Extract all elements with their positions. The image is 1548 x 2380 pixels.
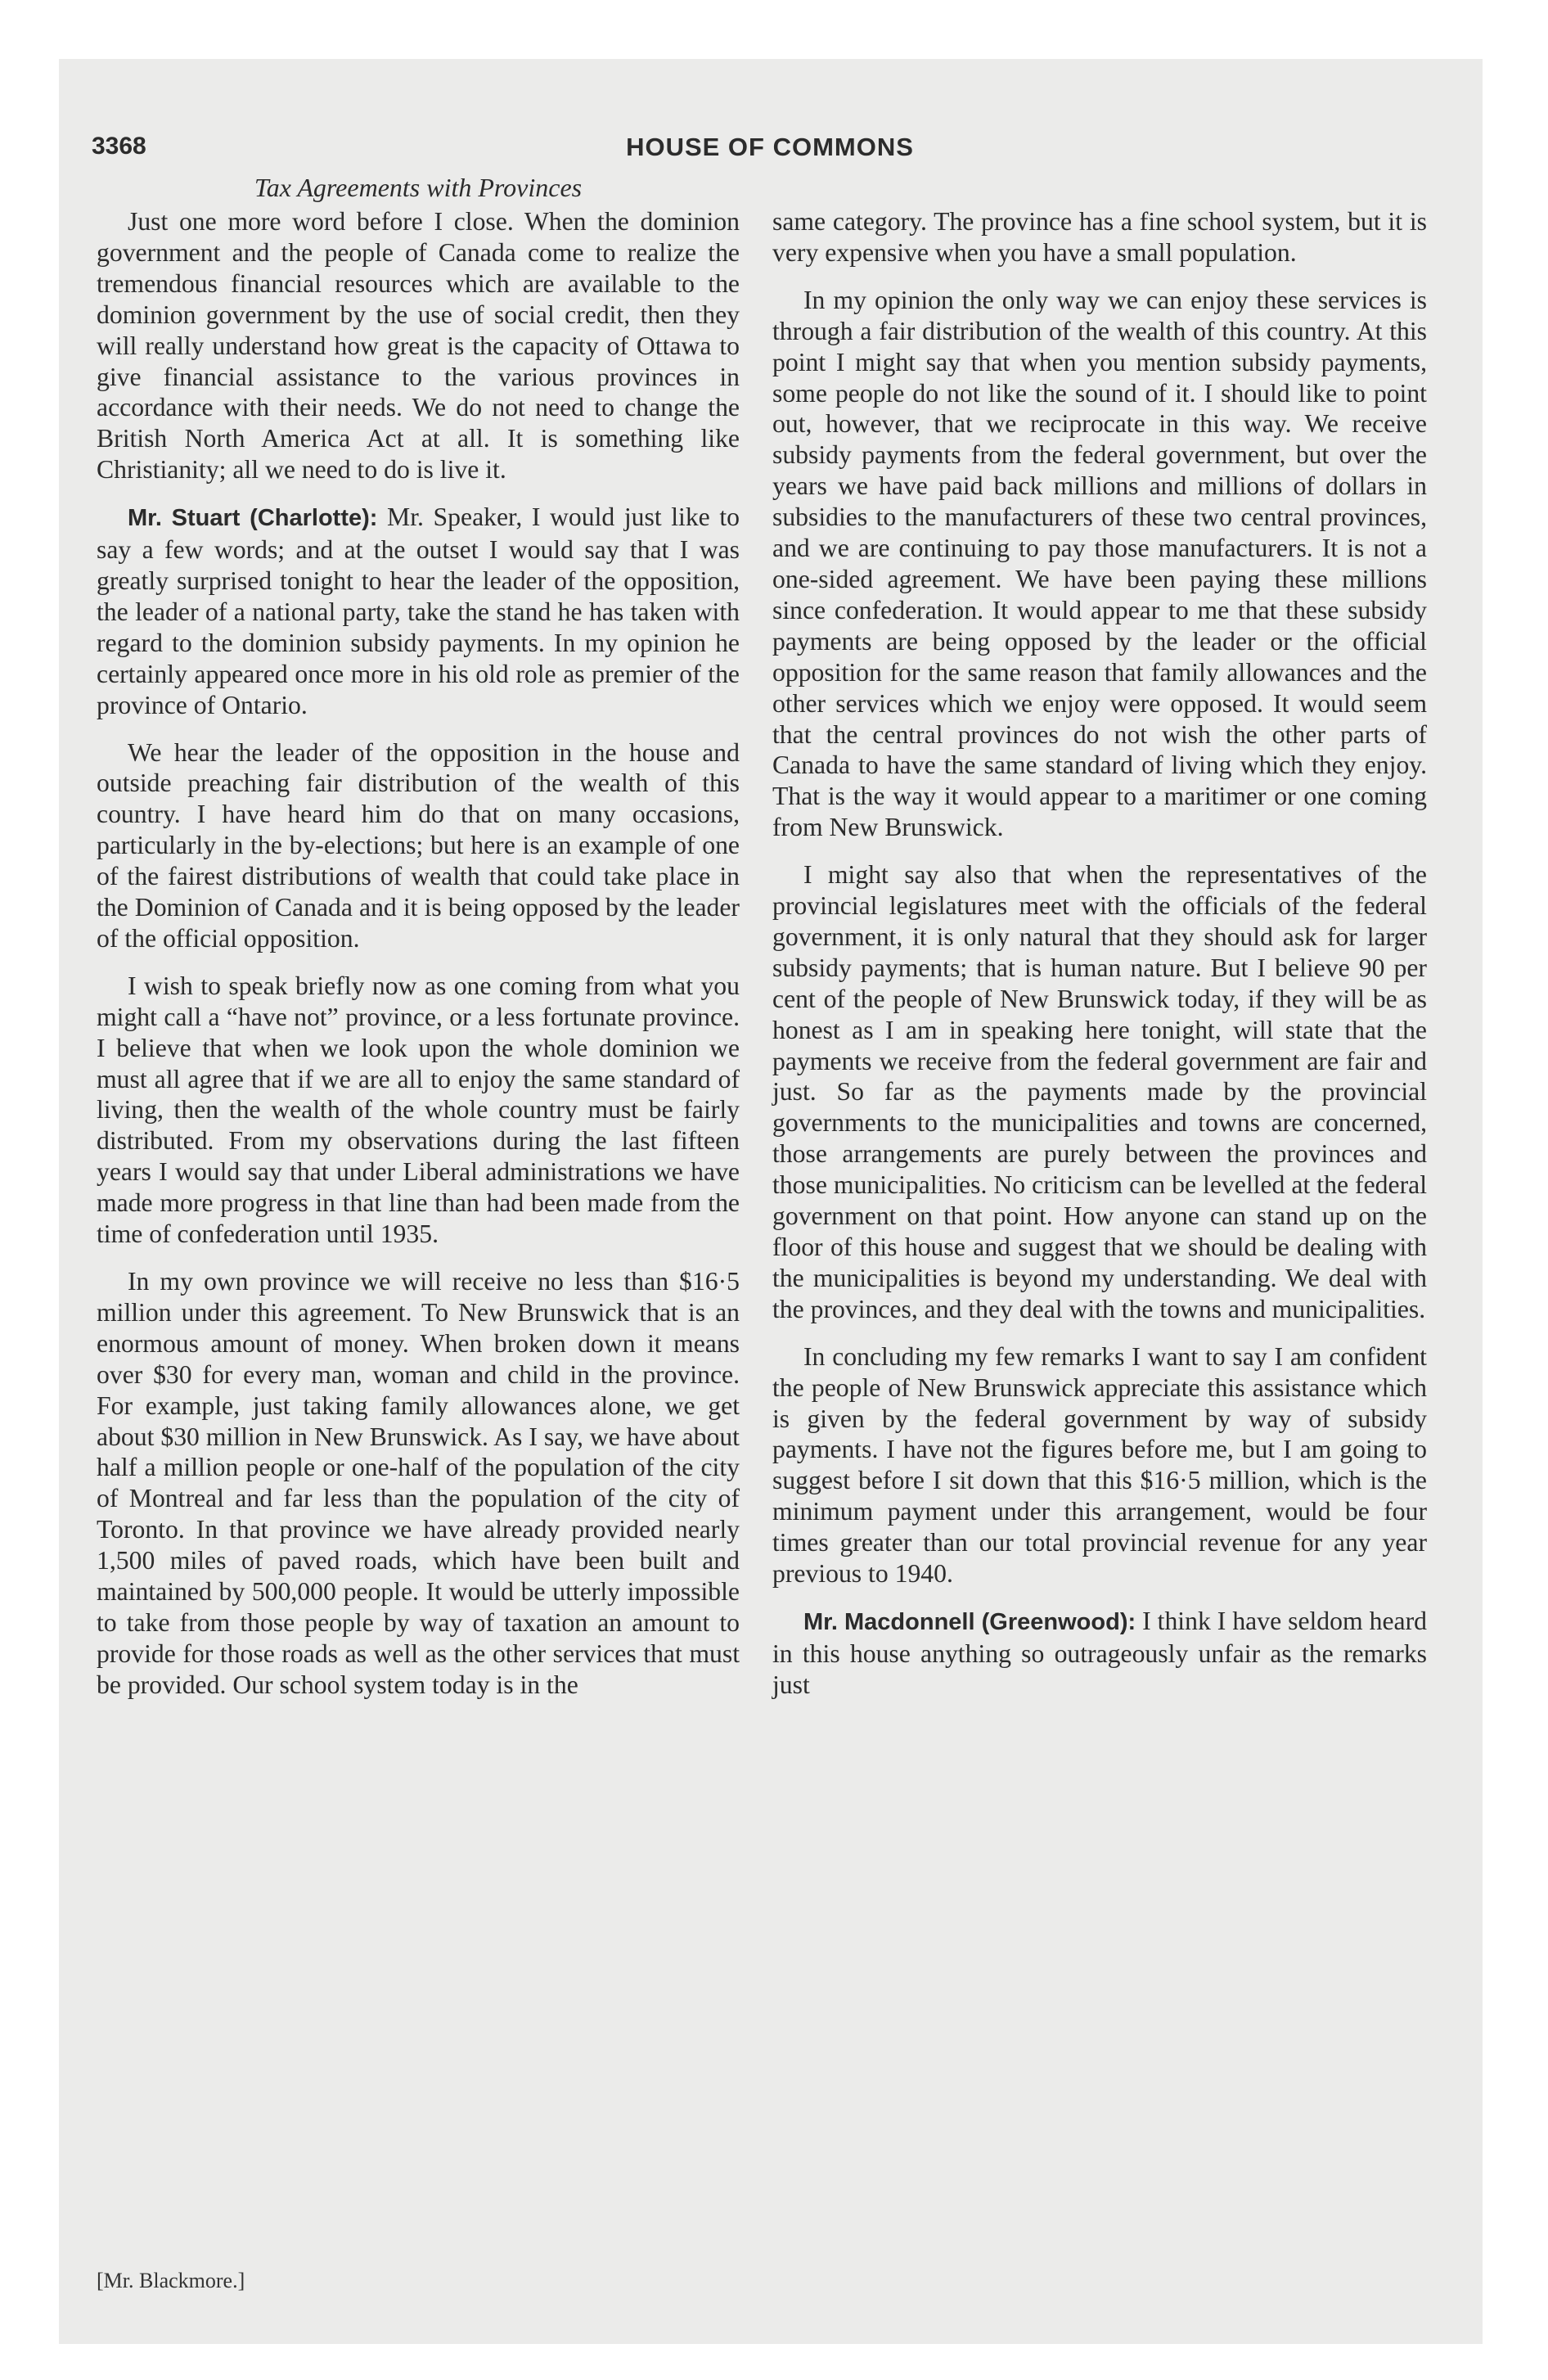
page-header: [92, 133, 1448, 174]
paragraph: In my opinion the only way we can enjoy these services is through a fair distribution of the wealth of this country. At this point I might say that when you mention subsidy payments, some people do not like the sound of it. I should like to point out, however, that we reciprocate in this way. We receive subsidy payments from the federal government, but over the years we have paid back millions and millions of dollars in subsidies to the manufacturers of these two central provinces, and we are continuing to pay those manufacturers. It is not a one-sided agreement. We have been paying these millions since confederation. It would appear to me that these subsidy payments are being opposed by the leader or the official opposition for the same reason that family allowances and the other services which we enjoy were opposed. It would seem that the central provinces do not wish the other parts of Canada to have the same standard of living which they enjoy. That is the way it would appear to a maritimer or one coming from New Brunswick.: [772, 285, 1427, 842]
speaker-name: Mr. Stuart (Charlotte):: [128, 505, 378, 532]
speech-text: I think I have seldom heard in this house anything so outrageously unfair as the remarks just: [772, 1606, 1427, 1699]
paragraph: I might say also that when the representatives of the provincial legislatures meet with the officials of the federal government, it is only natural that they should ask for larger subsidy payments; that is human nature. But I believe 90 per cent of the people of New Brunswick today, if they will be as honest as I am in speaking here tonight, will state that the payments we receive from the federal government are fair and just. So far as the payments made by the provincial governments to the municipalities and towns are concerned, those arrangements are purely between the provinces and those municipalities. No criticism can be levelled at the federal government on that point. How anyone can stand up on the floor of this house and suggest that we should be dealing with the municipalities is beyond my understanding. We deal with the provinces, and they deal with the towns and municipalities.: [772, 860, 1427, 1323]
paragraph: [772, 1606, 1427, 1701]
speaker-name: Mr. Macdonnell (Greenwood):: [803, 1608, 1136, 1635]
left-column: [97, 172, 740, 1717]
paragraph: I wish to speak briefly now as one coming from what you might call a “have not” province, or a less fortunate province. I believe that when we look upon the whole dominion we must all agree that if we are all to enjoy the same standard of living, then the wealth of the whole country must be fairly distributed. From my observations during the last fifteen years I would say that under Liberal administrations we have made more progress in that line than had been made from the time of confederation until 1935.: [97, 971, 740, 1249]
speaker-footer: [Mr. Blackmore.]: [97, 2269, 245, 2292]
paragraph: same category. The province has a fine school system, but it is very expensive when you have a small population.: [772, 207, 1427, 267]
right-column: [772, 206, 1427, 1717]
scanned-page: [59, 59, 1483, 2344]
paragraph: In concluding my few remarks I want to say I am confident the people of New Brunswick appreciate this assistance which is given by the federal government by way of subsidy payments. I have not the figures before me, but I am going to suggest before I sit down that this $16·5 million, which is the minimum payment under this arrangement, would be four times greater than our total provincial revenue for any year previous to 1940.: [772, 1341, 1427, 1589]
paragraph: We hear the leader of the opposition in the house and outside preaching fair distribution of the wealth of this country. I have heard him do that on many occasions, particularly in the by-elections; but here is an example of one of the fairest distributions of wealth that could take place in the Dominion of Canada and it is being opposed by the leader of the official opposition.: [97, 737, 740, 953]
running-head: Tax Agreements with Provinces: [254, 173, 583, 202]
paragraph: In my own province we will receive no less than $16·5 million under this agreement. To New Brunswick that is an enormous amount of money. When broken down it means over $30 for every man, woman and child in the province. For example, just taking family allowances alone, we get about $30 million in New Brunswick. As I say, we have about half a million people or one-half of the population of the city of Montreal and far less than the population of the city of Toronto. In that province we have already provided nearly 1,500 miles of paved roads, which have been built and maintained by 500,000 people. It would be utterly impossible to take from those people by way of taxation an amount to provide for those roads as well as the other services that must be provided. Our school system today is in the: [97, 1267, 740, 1699]
paragraph: [97, 502, 740, 720]
journal-title: HOUSE OF COMMONS: [626, 133, 914, 161]
paragraph: Just one more word before I close. When the dominion government and the people of Canada come to realize the tremendous financial resources which are available to the dominion government by the use of social credit, then they will really understand how great is the capacity of Ottawa to give financial assistance to the various provinces in accordance with their needs. We do not need to change the British North America Act at all. It is something like Christianity; all we need to do is live it.: [97, 207, 740, 485]
page-number: 3368: [92, 133, 146, 160]
speech-text: Mr. Speaker, I would just like to say a few words; and at the outset I would say that I was greatly surprised tonight to hear the leader of the opposition, the leader of a national party, take the stand he has taken with regard to the dominion subsidy payments. In my opinion he certainly appeared once more in his old role as premier of the province of Ontario.: [97, 503, 740, 719]
